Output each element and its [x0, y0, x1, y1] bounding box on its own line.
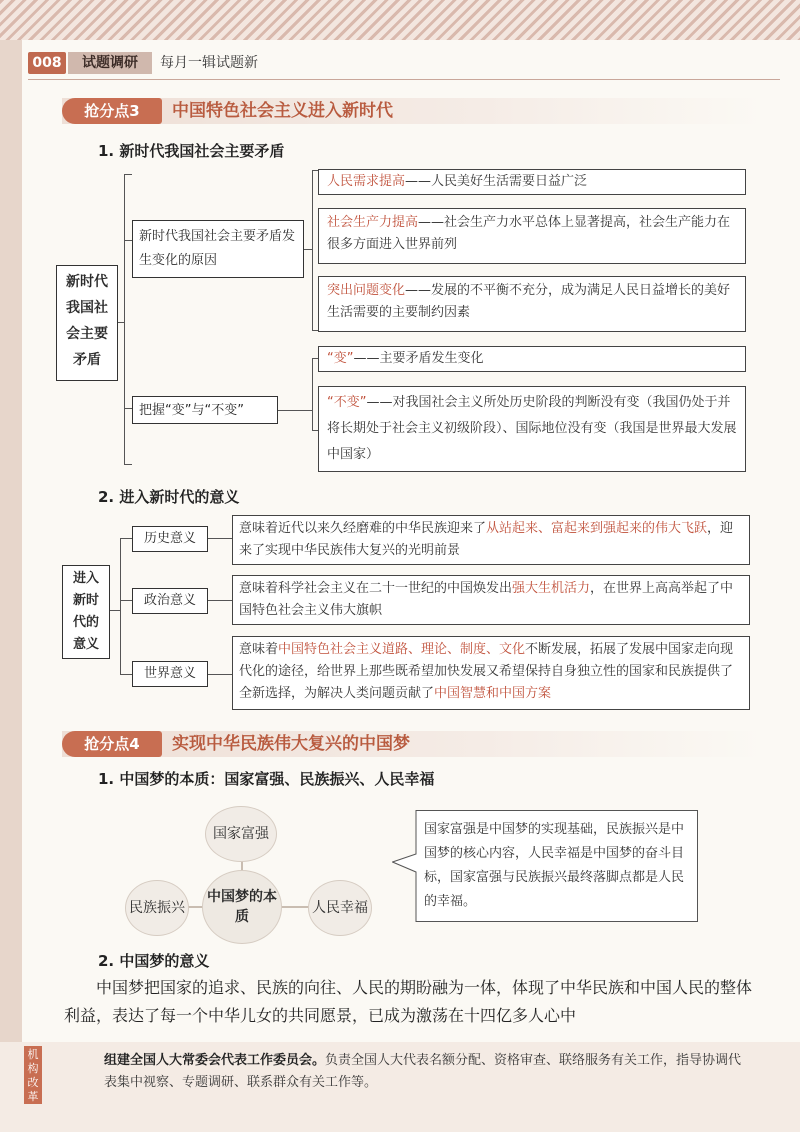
section4-title: 实现中华民族伟大复兴的中国梦 [172, 734, 410, 754]
contradiction-root-box [56, 265, 118, 381]
root-line: 代的 [72, 615, 99, 630]
reason-item-1 [318, 169, 746, 195]
significance-root-box [62, 565, 110, 659]
header-divider [28, 79, 780, 80]
politics-post: ，在世界上高高举起了中国特色社会主义伟大旗帜 [239, 581, 734, 618]
reason-branch-box: 新时代我国社会主要矛盾发生变化的原因 [132, 220, 304, 278]
connector-line [110, 610, 120, 611]
connector-line [304, 249, 312, 250]
header-tag: 试题调研 [68, 52, 152, 74]
world-meaning-box [232, 636, 750, 710]
grasp-item-nochange-text: ——对我国社会主义所处历史阶段的判断没有变（我国仍处于并将长期处于社会主义初级阶段）、国际地位没有变（我国是世界最大发展中国家） [327, 395, 737, 462]
connector-line [124, 408, 132, 409]
bracket-line [312, 358, 313, 430]
politics-highlight: 强大生机活力 [512, 581, 591, 596]
top-decorative-stripe [0, 0, 800, 40]
reason-item-2 [318, 208, 746, 264]
grasp-branch-box: 把握“变”与“不变” [132, 396, 278, 424]
circle-country-prosperity: 国家富强 [205, 806, 277, 862]
history-pre: 意味着近代以来久经磨难的中华民族迎来了 [239, 521, 487, 536]
root-line: 我国社 [66, 300, 108, 316]
connector-line [278, 410, 312, 411]
connector-line [120, 600, 132, 601]
grasp-item-change-highlight: “变” [327, 351, 354, 366]
connector-line [208, 538, 232, 539]
bracket-line [120, 538, 121, 674]
politics-meaning-box [232, 575, 750, 625]
page-number: 008 [28, 52, 66, 74]
reform-note [104, 1050, 754, 1094]
connector-line [118, 322, 124, 323]
section4-part1-heading: 1. 中国梦的本质：国家富强、民族振兴、人民幸福 [98, 770, 435, 788]
history-label-box: 历史意义 [132, 526, 208, 552]
world-highlight: 中国特色社会主义道路、理论、制度、文化 [278, 642, 526, 657]
grasp-item-change-text: ——主要矛盾发生变化 [353, 351, 484, 366]
bracket-line [312, 170, 313, 330]
dream-essence-note: 国家富强是中国梦的实现基础，民族振兴是中国梦的核心内容，人民幸福是中国梦的奋斗目标，国家富强与民族振兴最终落脚点都是人民的幸福。 [424, 822, 685, 909]
dream-significance-paragraph: 中国梦把国家的追求、民族的向往、人民的期盼融为一体，体现了中华民族和中国人民的整体利益，表达了每一个中华儿女的共同愿景，已成为激荡在十四亿多人心中 [64, 978, 753, 1025]
history-highlight: 从站起来、富起来到强起来的伟大飞跃 [486, 521, 708, 536]
reason-item-3-highlight: 突出问题变化 [327, 283, 406, 298]
reason-item-2-highlight: 社会生产力提高 [327, 215, 419, 230]
reform-note-bold: 组建全国人大常委会代表工作委员会。 [104, 1053, 326, 1068]
circle-dream-essence: 中国梦的本质 [202, 870, 282, 944]
circle-nation-rejuvenation: 民族振兴 [125, 880, 189, 936]
header-subtitle: 每月一辑试题新 [160, 55, 258, 71]
history-meaning-box [232, 515, 750, 565]
reason-item-3 [318, 276, 746, 332]
world-pre: 意味着 [239, 642, 279, 657]
section3-title: 中国特色社会主义进入新时代 [172, 101, 393, 121]
section4-badge: 抢分点4 [62, 731, 162, 757]
connector-line [124, 240, 132, 241]
politics-pre: 意味着科学社会主义在二十一世纪的中国焕发出 [239, 581, 513, 596]
grasp-item-nochange [318, 386, 746, 472]
reason-item-1-highlight: 人民需求提高 [327, 174, 406, 189]
circle-people-happiness: 人民幸福 [308, 880, 372, 936]
reason-item-3-text: ——发展的不平衡不充分，成为满足人民日益增长的美好生活需要的主要制约因素 [327, 283, 731, 320]
section3-band [62, 98, 762, 124]
reason-item-1-text: ——人民美好生活需要日益广泛 [405, 174, 588, 189]
section3-part1-heading: 1. 新时代我国社会主要矛盾 [98, 142, 285, 160]
history-post: ，迎来了实现中华民族伟大复兴的光明前景 [239, 521, 734, 558]
root-line: 意义 [72, 637, 99, 652]
reform-side-tag: 机构改革 [24, 1046, 42, 1104]
grasp-item-nochange-highlight: “不变” [327, 395, 367, 410]
left-margin-bar [0, 40, 22, 1132]
connector-line [124, 174, 132, 175]
connector-line [124, 464, 132, 465]
world-highlight-2: 中国智慧和中国方案 [434, 686, 552, 701]
bracket-line [124, 174, 125, 464]
connector-line [120, 674, 132, 675]
reform-note-text: 负责全国人大代表名额分配、资格审查、联络服务有关工作，指导协调代表集中视察、专题调研、联系群众有关工作等。 [104, 1053, 742, 1090]
grasp-item-change [318, 346, 746, 372]
section4-band [62, 731, 762, 757]
section3-part2-heading: 2. 进入新时代的意义 [98, 488, 240, 506]
root-line: 会主要 [66, 326, 108, 342]
politics-label-box: 政治意义 [132, 588, 208, 614]
world-label-box: 世界意义 [132, 661, 208, 687]
root-line: 新时代 [66, 274, 108, 290]
root-line: 矛盾 [73, 352, 101, 368]
root-line: 进入 [72, 571, 99, 586]
section3-badge: 抢分点3 [62, 98, 162, 124]
section4-part2-heading: 2. 中国梦的意义 [98, 952, 210, 970]
connector-line [120, 538, 132, 539]
world-post: 不断发展，拓展了发展中国家走向现代化的途径，给世界上那些既希望加快发展又希望保持自身独立性的国家和民族提供了全新选择，为解决人类问题贡献了 [239, 642, 734, 701]
root-line: 新时 [72, 593, 99, 608]
reason-item-2-text: ——社会生产力水平总体上显著提高，社会生产能力在很多方面进入世界前列 [327, 215, 731, 252]
connector-line [208, 600, 232, 601]
connector-line [208, 674, 232, 675]
